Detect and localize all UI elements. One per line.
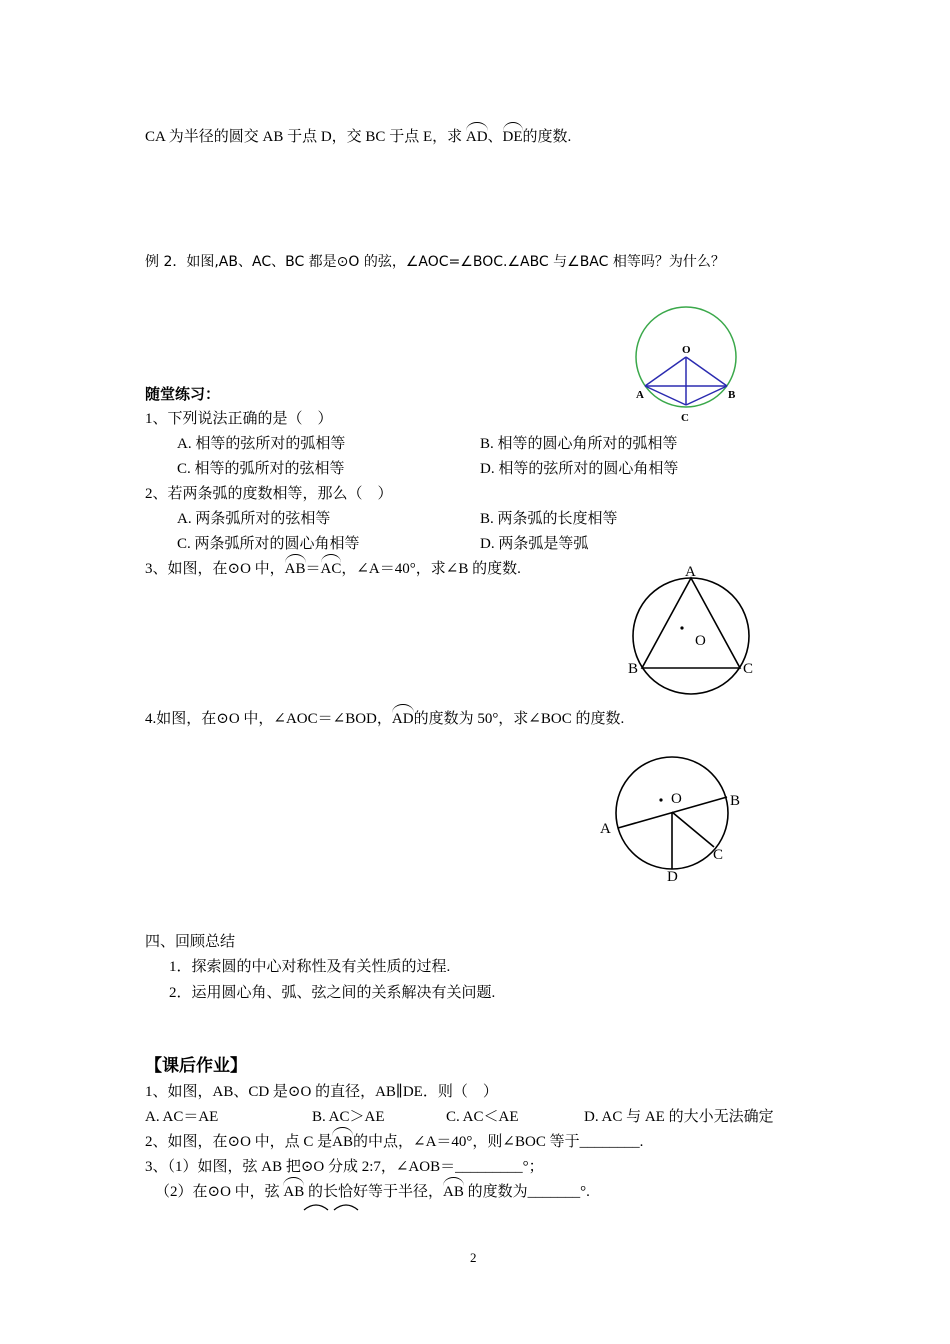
fig2-label-a: A bbox=[685, 564, 696, 580]
intro-sep: 、 bbox=[487, 129, 503, 145]
fig1-radius-ob bbox=[686, 357, 727, 386]
practice-q1-option-a: A. 相等的弦所对的弧相等 bbox=[177, 436, 346, 452]
homework-q1-option-b: B. AC＞AE bbox=[312, 1109, 385, 1125]
homework-q1-option-d: D. AC 与 AE 的大小无法确定 bbox=[584, 1109, 774, 1125]
fig2-label-c: C bbox=[743, 661, 754, 677]
fig3-label-c: C bbox=[713, 847, 724, 863]
fig2-triangle bbox=[642, 578, 740, 668]
practice-q1-option-b: B. 相等的圆心角所对的弧相等 bbox=[480, 436, 678, 452]
fig1-label-a: A bbox=[636, 389, 644, 401]
practice-q2-stem: 2、若两条弧的度数相等，那么（ ） bbox=[145, 486, 393, 502]
arc-ab: AB bbox=[284, 561, 306, 577]
fig1-label-c: C bbox=[681, 412, 689, 424]
example-2: 例 2．如图,AB、AC、BC 都是⊙O 的弦，∠AOC=∠BOC.∠ABC 与∠BAC 相等吗？为什么？ bbox=[145, 254, 725, 270]
intro-text-2: 的度数. bbox=[522, 129, 572, 145]
hw-q3b-text-3: 的度数为_______°. bbox=[463, 1184, 590, 1200]
fig3-center-dot bbox=[659, 798, 662, 801]
fig1-label-b: B bbox=[728, 389, 736, 401]
intro-text-1: CA 为半径的圆交 AB 于点 D，交 BC 于点 E，求 bbox=[145, 129, 466, 145]
practice-q1-option-d: D. 相等的弦所对的圆心角相等 bbox=[480, 461, 679, 477]
arc-ad: AD bbox=[465, 129, 488, 145]
hw-q3b-text-2: 的长恰好等于半径， bbox=[304, 1184, 444, 1200]
practice-q2-option-c: C. 两条弧所对的圆心角相等 bbox=[177, 536, 360, 552]
homework-q1-option-c: C. AC＜AE bbox=[446, 1109, 519, 1125]
page-number: 2 bbox=[470, 1250, 477, 1265]
figure-2-triangle-in-circle bbox=[625, 560, 765, 700]
fig2-label-o: O bbox=[695, 633, 706, 649]
intro-line bbox=[145, 127, 571, 147]
arc-ac: AC bbox=[320, 561, 342, 577]
arc-ab-hw-q3b-2: AB bbox=[443, 1184, 464, 1200]
q4-text-2: 的度数为 50°，求∠BOC 的度数. bbox=[413, 711, 625, 727]
homework-q3a: 3、（1）如图，弦 AB 把⊙O 分成 2:7，∠AOB＝_________°； bbox=[145, 1159, 544, 1175]
q3-text-2: ，∠A＝40°，求∠B 的度数. bbox=[341, 561, 521, 577]
fig2-center-dot bbox=[680, 626, 683, 629]
fig1-label-o: O bbox=[682, 344, 691, 356]
practice-q2-option-a: A. 两条弧所对的弦相等 bbox=[177, 511, 331, 527]
summary-heading: 四、回顾总结 bbox=[145, 934, 236, 950]
fig2-label-b: B bbox=[628, 661, 639, 677]
homework-q1-stem: 1、如图，AB、CD 是⊙O 的直径，AB∥DE．则（ ） bbox=[145, 1084, 498, 1100]
practice-q1-stem: 1、下列说法正确的是（ ） bbox=[145, 411, 333, 427]
figure-3-circle-radii bbox=[590, 755, 760, 890]
practice-q2-option-d: D. 两条弧是等弧 bbox=[480, 536, 589, 552]
summary-item-2: 2．运用圆心角、弧、弦之间的关系解决有关问题. bbox=[169, 985, 496, 1001]
arc-ad-q4: AD bbox=[391, 711, 414, 727]
q3-text-1: 3、如图，在⊙O 中， bbox=[145, 561, 285, 577]
practice-q4 bbox=[145, 709, 624, 729]
arc-de: DE bbox=[502, 129, 523, 145]
hw-q2-text-1: 2、如图，在⊙O 中，点 C 是 bbox=[145, 1134, 333, 1150]
homework-heading: 【课后作业】 bbox=[145, 1056, 247, 1075]
q3-eq: ＝ bbox=[305, 561, 321, 577]
homework-q1-option-a: A. AC＝AE bbox=[145, 1109, 219, 1125]
fig3-radius-oc bbox=[672, 812, 714, 847]
homework-q3b bbox=[155, 1182, 590, 1202]
practice-heading: 随堂练习： bbox=[145, 387, 221, 403]
cutoff-arc-1 bbox=[304, 1205, 328, 1210]
fig3-label-d: D bbox=[667, 869, 678, 885]
figure-1-circle-chords bbox=[630, 305, 750, 425]
cutoff-arc-marks bbox=[300, 1200, 370, 1212]
arc-ab-hw-q2: AB bbox=[332, 1134, 354, 1150]
q4-text-1: 4.如图，在⊙O 中，∠AOC＝∠BOD， bbox=[145, 711, 392, 727]
homework-q2 bbox=[145, 1132, 643, 1152]
practice-q2-option-b: B. 两条弧的长度相等 bbox=[480, 511, 618, 527]
fig3-label-a: A bbox=[600, 821, 611, 837]
fig1-radius-oa bbox=[645, 357, 686, 386]
practice-q1-option-c: C. 相等的弧所对的弦相等 bbox=[177, 461, 345, 477]
fig3-label-o: O bbox=[671, 791, 682, 807]
fig3-label-b: B bbox=[730, 793, 741, 809]
summary-item-1: 1．探索圆的中心对称性及有关性质的过程. bbox=[169, 959, 451, 975]
practice-q3 bbox=[145, 559, 521, 579]
hw-q3b-text-1: （2）在⊙O 中，弦 bbox=[155, 1184, 284, 1200]
arc-ab-hw-q3b-1: AB bbox=[283, 1184, 305, 1200]
cutoff-arc-2 bbox=[334, 1205, 358, 1210]
fig2-circle bbox=[633, 578, 749, 694]
hw-q2-text-2: 的中点，∠A＝40°，则∠BOC 等于________. bbox=[353, 1134, 644, 1150]
